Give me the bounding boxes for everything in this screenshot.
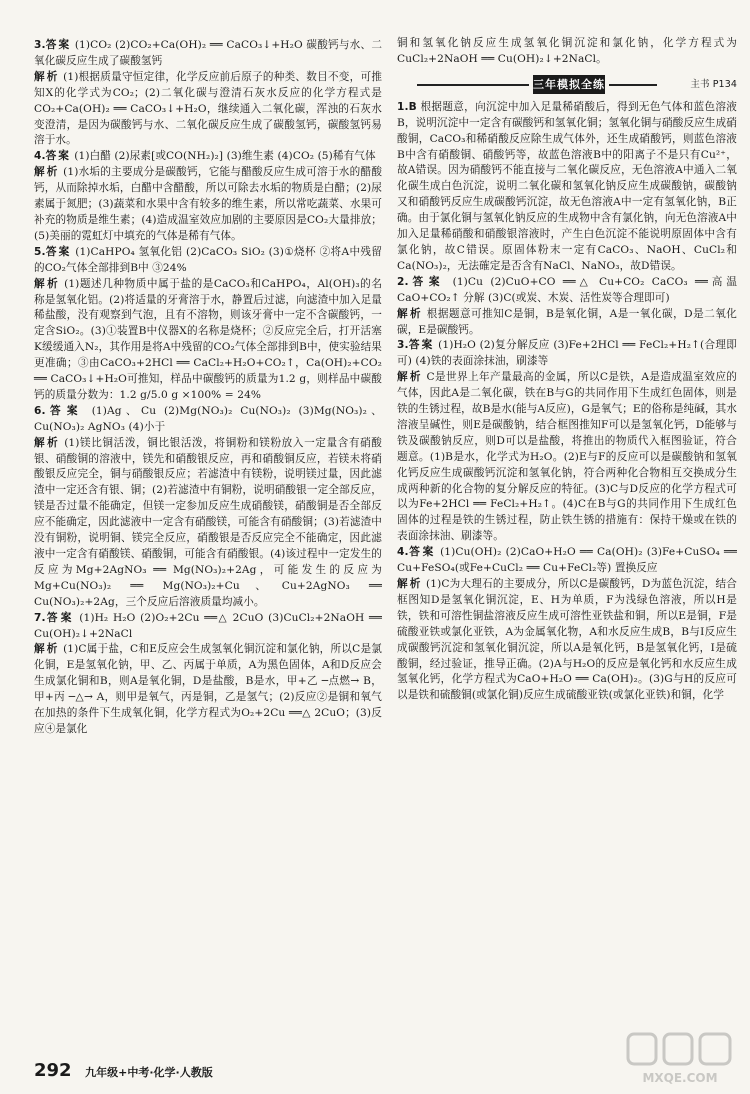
watermark-logo — [624, 1030, 736, 1088]
section-title: 三年模拟全练 — [533, 75, 605, 94]
left-entry-5: 解析 (1)题述几种物质中属于盐的是CaCO₃和CaHPO₄，Al(OH)₃的名称是氢氧化铝。(2)将适量的牙膏溶于水，静置后过滤，向滤渣中加入足量稀盐酸，没有观察到气泡，且有不溶物，则该牙膏中一定不含碳酸钙，一定含SiO₂。(3)①装置B中仪器X的名称是烧杯；②反应完全后，打开活塞K缓缓通入N₂，其作用是将A中残留的CO₂气体全部排到B中，使实验结果更准确；③由CaCO₃+2HCl ══ CaCl₂+H₂O+CO₂↑，Ca(OH)₂+CO₂ ══ CaCO₃↓+H₂O可推知，样品中碳酸钙的质量为1.2 g，则样品中碳酸钙的质量分数为：1.2 g/5.0 g ×100% = 24% — [34, 277, 383, 401]
section-rule-left — [417, 84, 529, 86]
left-entry-8: 7.答案 (1)H₂ H₂O (2)O₂+2Cu ══△ 2CuO (3)CuCl₂+2NaOH ══ Cu(OH)₂↓+2NaCl — [34, 611, 383, 640]
page-number: 292 — [34, 1060, 72, 1081]
right-entry-4: 解析 C是世界上年产量最高的金属，所以C是铁，A是造成温室效应的气体，因此A是二氧化碳，铁在B与G的共同作用下生成红色固体，则是铁的生锈过程，故B是水(能与A反应)，G是氧气；E的俗称是纯碱，其水溶液呈碱性，则E是碳酸钠，结合框图推知F可以是氢氧化钙，D能够与铁及碳酸钠反应，则D可以是盐酸，将推出的物质代入框图验证，符合题意。(1)B是水，化学式为H₂O。(2)E与F的反应可以是碳酸钠和氢氧化钙反应生成碳酸钙沉淀和氢氧化钠，符合两种化合物相互交换成分生成两种新的化合物的复分解反应的特征。(3)C与D反应的化学方程式可以为Fe+2HCl ══ FeCl₂+H₂↑。(4)C在B与G的共同作用下生成红色固体的过程是铁的生锈过程，防止铁生锈的措施有：保持干燥或在铁的表面涂抹油、刷漆等。 — [397, 371, 737, 543]
section-reference: 主书 P134 — [690, 78, 737, 90]
section-rule-right — [609, 84, 657, 86]
watermark-subtext: MXQE.COM — [642, 1071, 718, 1085]
left-entry-4: 5.答案 (1)CaHPO₄ 氢氧化铝 (2)CaCO₃ SiO₂ (3)①烧杯 ②将A中残留的CO₂气体全部排到B中 ③24% — [34, 245, 383, 274]
right-entry-3: 3.答案 (1)H₂O (2)复分解反应 (3)Fe+2HCl ══ FeCl₂+H₂↑(合理即可) (4)铁的表面涂抹油，刷漆等 — [397, 339, 737, 368]
right-intro: 铜和氢氧化钠反应生成氢氧化铜沉淀和氯化钠，化学方程式为CuCl₂+2NaOH ══ Cu(OH)₂↓+2NaCl。 — [397, 37, 737, 65]
right-entry-5: 4.答案 (1)Cu(OH)₂ (2)CaO+H₂O ══ Ca(OH)₂ (3)Fe+CuSO₄ ══ Cu+FeSO₄(或Fe+CuCl₂ ══ Cu+FeCl₂等) 置换反应 — [397, 546, 738, 575]
right-entry-6: 解析 (1)C为大理石的主要成分，所以C是碳酸钙，D为蓝色沉淀，结合框图知D是氢氧化铜沉淀，E、H为单质，F为浅绿色溶液，所以H是铁，铁和可溶性铜盐溶液反应生成可溶性亚铁盐和铜，所以E是铜，F是硫酸亚铁或氯化亚铁，A为金属氧化物，A和水反应生成B，B与I反应生成碳酸钙沉淀和氢氧化铜沉淀，所以A是氧化钙，B是氢氧化钙，I是硫酸铜，经过验证，推导正确。(2)A与H₂O的反应是氧化钙和水反应生成氢氧化钙，化学方程式为CaO+H₂O ══ Ca(OH)₂。(3)G与H的反应可以是铁和硫酸铜(或氯化铜)反应生成硫酸亚铁(或氯化亚铁)和铜，化学 — [397, 578, 738, 702]
left-entry-0: 3.答案 (1)CO₂ (2)CO₂+Ca(OH)₂ ══ CaCO₃↓+H₂O 碳酸钙与水、二氧化碳反应生成了碳酸氢钙 — [34, 39, 383, 67]
right-column — [397, 36, 737, 704]
left-entry-9: 解析 (1)C属于盐，C和E反应会生成氢氧化铜沉淀和氯化钠，所以C是氯化铜，E是氢氧化钠，甲、乙、丙属于单质，A为黑色固体，A和D反应会生成氯化铜和B，则A是氧化铜，D是盐酸，B是水，甲+乙 ─点燃→ B，甲+丙 ─△→ A，则甲是氧气，丙是铜，乙是氢气；(2)反应②是铜和氧气在加热的条件下生成氧化铜，化学方程式为O₂+2Cu ══△ 2CuO；(3)反应④是氯化 — [34, 643, 383, 735]
left-entry-7: 解析 (1)镁比铜活泼，铜比银活泼，将铜粉和镁粉放入一定量含有硝酸银、硝酸铜的溶液中，镁先和硝酸银反应，再和硝酸铜反应，若镁未将硝酸银反应完全，铜与硝酸银反应；若滤渣中有镁粉，说明镁过量，因此滤渣中一定还含有银、铜；(2)若滤渣中有铜粉，说明硝酸银一定全部反应，镁是否过量不能确定，但镁一定参加反应生成硝酸镁，硝酸铜是否全部反应不能确定，因此滤液中一定含有硝酸镁，可能含有硝酸铜；(3)若滤渣中没有铜粉，说明铜、镁完全反应，硝酸银是否反应完全不能确定，因此滤液中一定含有硝酸镁、硝酸铜，可能含有硝酸银。(4)该过程中一定发生的反应为Mg+2AgNO₃ ══ Mg(NO₃)₂+2Ag，可能发生的反应为Mg+Cu(NO₃)₂ ══ Mg(NO₃)₂+Cu、Cu+2AgNO₃ ══ Cu(NO₃)₂+2Ag，三个反应后溶液质量均减小。 — [34, 436, 383, 608]
left-entry-1: 解析 (1)根据质量守恒定律，化学反应前后原子的种类、数目不变，可推知X的化学式为CO₂；(2)二氧化碳与澄清石灰水反应的化学方程式是CO₂+Ca(OH)₂ ══ CaCO₃↓+H₂O，继续通入二氧化碳，浑浊的石灰水变澄清，是因为碳酸钙与水、二氧化碳反应生成了碳酸氢钙，碳酸氢钙易溶于水。 — [34, 70, 383, 147]
left-column — [34, 38, 382, 738]
right-entry-2: 解析 根据题意可推知C是铜，B是氧化铜，A是一氧化碳，D是二氧化碳，E是碳酸钙。 — [397, 307, 738, 336]
section-header — [397, 74, 737, 96]
right-entry-0: 1.B 根据题意，向沉淀中加入足量稀硝酸后，得到无色气体和蓝色溶液B，说明沉淀中一定含有碳酸钙和氢氧化铜；氢氧化铜与硝酸反应生成硝酸铜，CaCO₃和稀硝酸反应除生成气体外，还生成硝酸钙，则蓝色溶液B中含有硝酸铜、硝酸钙等，故蓝色溶液B中的阳离子不是只有Cu²⁺，故A错误。因为硝酸钙不能直接与二氧化碳反应，无色溶液A中通入二氧化碳生成白色沉淀，说明二氧化碳和氢氧化钠反应生成碳酸钠，碳酸钠又和硝酸钙反应生成碳酸钙沉淀，故无色溶液A中一定有氢氧化钠，B正确。由于氯化铜与氢氧化钠反应的生成物中含有氯化钠，向无色溶液A中加入足量稀硝酸和硝酸银溶液时，产生白色沉淀不能说明原固体中含有氯化钠，故C错误。原固体粉末一定有CaCO₃、NaOH、CuCl₂和Ca(NO₃)₂，无法確定是否含有NaCl、NaNO₃，故D错误。 — [397, 100, 737, 272]
left-entry-6: 6.答案 (1)Ag、Cu (2)Mg(NO₃)₂ Cu(NO₃)₂ (3)Mg(NO₃)₂、Cu(NO₃)₂ AgNO₃ (4)小于 — [34, 404, 383, 433]
left-entry-2: 4.答案 (1)白醋 (2)尿素[或CO(NH₂)₂] (3)维生素 (4)CO₂ (5)稀有气体 — [34, 150, 376, 163]
right-entry-1: 2.答案 (1)Cu (2)CuO+CO ══△ Cu+CO₂ CaCO₃ ══高温 CaO+CO₂↑ 分解 (3)C(或炭、木炭、活性炭等合理即可) — [397, 275, 738, 304]
left-entry-3: 解析 (1)水垢的主要成分是碳酸钙，它能与醋酸反应生成可溶于水的醋酸钙，从而除掉水垢，白醋中含醋酸，所以可除去水垢的物质是白醋；(2)尿素属于氮肥；(3)蔬菜和水果中含有较多的维生素，所以常吃蔬菜、水果可补充的物质是维生素；(4)造成温室效应加剧的主要原因是CO₂大量排放；(5)美丽的霓虹灯中填充的气体是稀有气体。 — [34, 166, 383, 242]
page-footer — [34, 1060, 213, 1081]
book-title: 九年级+中考·化学·人教版 — [85, 1066, 213, 1079]
